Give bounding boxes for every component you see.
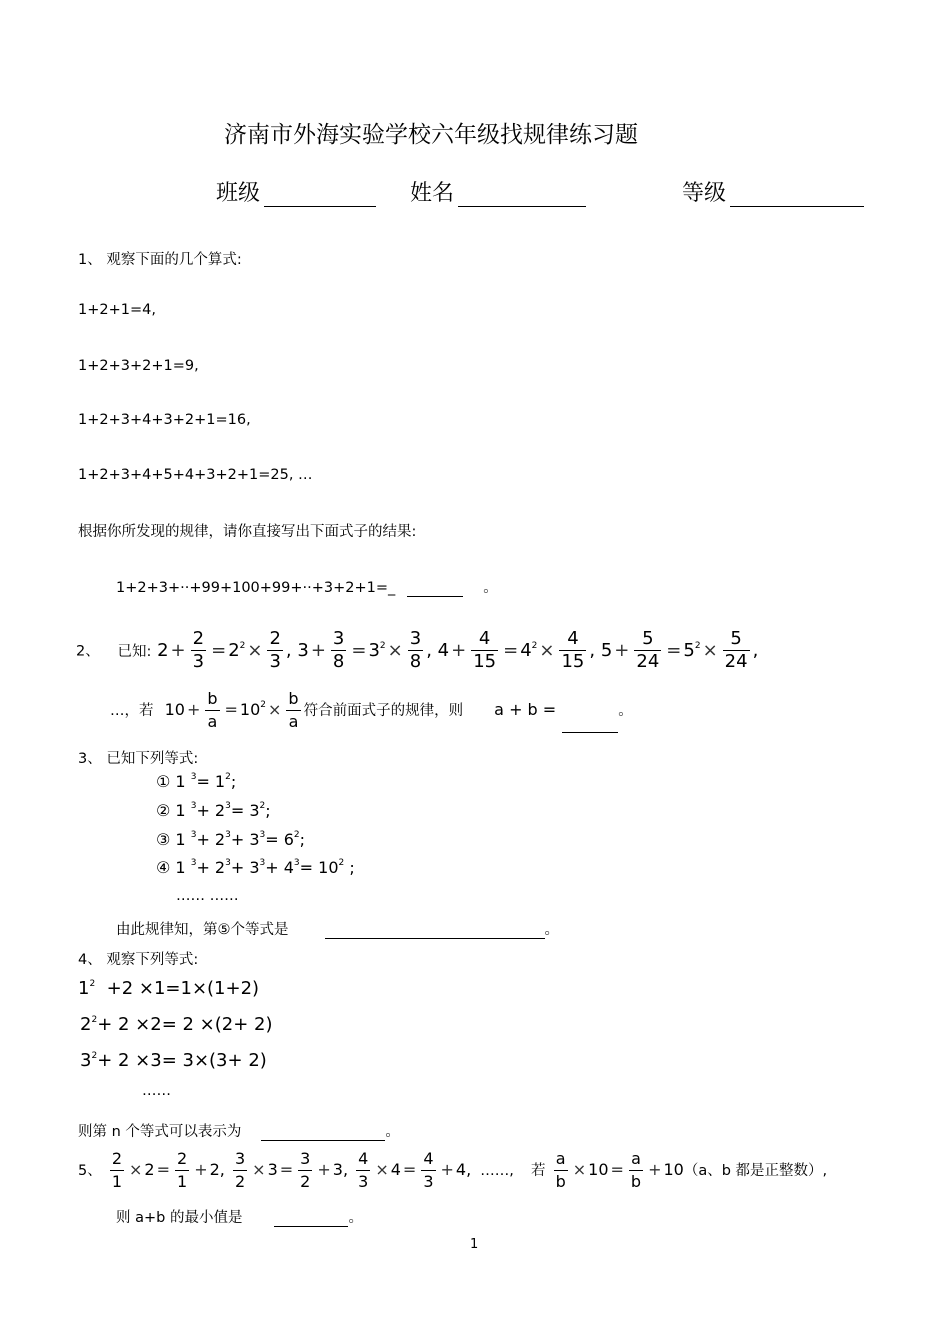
q2-num: 2、: [76, 643, 100, 660]
q2-ask: a + b =: [494, 700, 557, 719]
q5-ruo: 若: [531, 1163, 546, 1179]
q3-intro: 3、 已知下列等式:: [78, 751, 199, 767]
q5-term-3: $\frac{4}{3}$ × 4 = $\frac{4}{3}$ + 4,: [358, 1149, 472, 1191]
q1-line-1: 1+2+1=4,: [78, 302, 156, 318]
q2-term-4: 5 + $\frac{5}{24}$ = $5^2$ × $\frac{5}{24}$ ,: [600, 628, 759, 672]
q2-line2-prefix: …，若: [110, 703, 154, 719]
class-field: [216, 176, 376, 207]
name-field: [410, 176, 586, 207]
q1-task-expr: 1+2+3+··+99+100+99+··+3+2+1=_: [116, 580, 396, 596]
q3-prompt: 由此规律知，第⑤个等式是: [116, 922, 289, 938]
q1-answer-blank[interactable]: [407, 580, 463, 597]
q3-item-3: ③ 1 $^3+ 2^3+ 3^3= 6^2$;: [156, 830, 306, 849]
grade-label: 等级: [682, 181, 727, 206]
q1-prompt: 根据你所发现的规律，请你直接写出下面式子的结果:: [78, 524, 417, 540]
q4-intro: 4、 观察下列等式:: [78, 952, 199, 968]
q5-num: 5、: [78, 1163, 102, 1179]
grade-blank[interactable]: [730, 186, 864, 207]
q5-dots: ……,: [480, 1163, 514, 1179]
q2-frac-ba: $\frac{b}{a}$: [207, 689, 218, 731]
q3-item-2: ② 1 $^3+ 2^3= 3^2$;: [156, 801, 271, 820]
q2-label: 已知:: [117, 643, 152, 660]
class-label: 班级: [216, 181, 261, 206]
q3-item-1: ① 1 $^3= 1^2$;: [156, 772, 237, 791]
q1-line-2: 1+2+3+2+1=9,: [78, 358, 199, 374]
q2-line-2: …，若 10 + $\frac{b}{a}$ = $10^2$ × $\frac{b}{a}$ 符合前面式子的规律，则 a + b = 。: [110, 689, 633, 731]
q3-answer-blank[interactable]: [325, 922, 545, 939]
q5-term-2: $\frac{3}{2}$ × 3 = $\frac{3}{2}$ + 3,: [234, 1149, 349, 1191]
q4-answer-blank[interactable]: [261, 1124, 385, 1141]
q4-prompt: 则第 n 个等式可以表示为: [78, 1124, 242, 1140]
q5-frac-ab: $\frac{a}{b}$: [555, 1149, 566, 1191]
q4-end: 。: [385, 1124, 400, 1140]
q4-prompt-row: [78, 1120, 400, 1141]
q1-line-4: 1+2+3+4+5+4+3+2+1=25, …: [78, 467, 313, 483]
q5-line-1: 5、 $\frac{2}{1}$ × 2 = $\frac{2}{1}$ + 2, $\frac{3}{2}$ × 3 = $\frac{3}{2}$ + 3, $\frac{4}{3}$ × 4 = $\frac{4}{3}$ + 4, ……, 若 $\frac{a}{b}$ × 10 = $\frac{a}{b}$ + 10（a、b 都是正整数）,: [78, 1149, 828, 1191]
q2-term-3: 4 + $\frac{4}{15}$ = $4^2$ × $\frac{4}{15}$ ,: [437, 628, 601, 672]
q3-item-4: ④ 1 $^3+ 2^3+ 3^3+ 4^3= 10^2$ ;: [156, 858, 355, 877]
q4-dots: ……: [142, 1083, 171, 1099]
q5-frac-ab-2: $\frac{a}{b}$: [630, 1149, 642, 1191]
q1-task: [116, 576, 498, 597]
q2-frac: $\frac{2}{3}$: [192, 628, 205, 672]
q4-line-1: $1^2 +2 \times 1=1\times(1+2)$: [78, 978, 260, 999]
q1-intro: 1、 观察下面的几个算式:: [78, 252, 242, 268]
q4-line-2: $2^2+ 2 \times 2= 2 \times(2+ 2)$: [80, 1014, 273, 1035]
q1-end: 。: [483, 580, 498, 596]
q2-answer-blank[interactable]: [562, 716, 618, 733]
class-blank[interactable]: [264, 186, 376, 207]
q2-end: 。: [618, 703, 633, 719]
q1-line-3: 1+2+3+4+3+2+1=16,: [78, 412, 251, 428]
q5-answer-blank[interactable]: [274, 1210, 348, 1227]
q5-term-1: $\frac{2}{1}$ × 2 = $\frac{2}{1}$ + 2,: [111, 1149, 225, 1191]
q5-prompt: 则 a+b 的最小值是: [116, 1210, 243, 1226]
q2-frac-ba-2: $\frac{b}{a}$: [288, 689, 299, 731]
q2-line-1: [76, 628, 758, 673]
grade-field: [682, 176, 864, 207]
q5-end: 。: [348, 1210, 363, 1226]
q4-line-3: $3^2+ 2 \times 3= 3\times(3+ 2)$: [80, 1050, 267, 1071]
q2-term-1: 2 + $\frac{2}{3}$ = $2^2$ × $\frac{2}{3}$ ,: [157, 628, 298, 672]
q5-line-2: [116, 1206, 363, 1227]
page-number: 1: [470, 1237, 479, 1252]
q5-cond: （a、b 都是正整数）: [683, 1163, 823, 1179]
q3-dots: …… ……: [176, 888, 239, 904]
q3-end: 。: [544, 922, 559, 938]
q3-prompt-row: [116, 918, 559, 939]
q2-term-2: 3 + $\frac{3}{8}$ = $3^2$ × $\frac{3}{8}$ ,: [297, 628, 438, 672]
name-blank[interactable]: [458, 186, 586, 207]
q2-frac: $\frac{2}{3}$: [269, 628, 281, 672]
name-label: 姓名: [410, 181, 455, 206]
q2-line2-mid: 符合前面式子的规律，则: [303, 703, 464, 719]
page-title: 济南市外海实验学校六年级找规律练习题: [224, 122, 638, 148]
